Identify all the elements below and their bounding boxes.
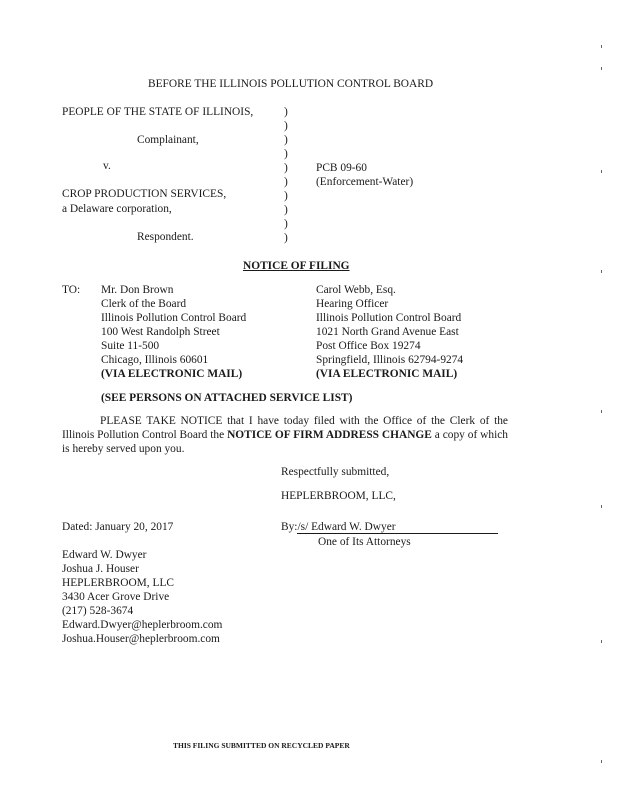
footer-note: THIS FILING SUBMITTED ON RECYCLED PAPER (173, 741, 350, 750)
paragraph-text: PLEASE TAKE NOTICE that I have today filed with the Office of the Clerk of the Illinois Pollution Control Board the (62, 415, 508, 441)
bracket: ) (284, 190, 288, 202)
bracket: ) (284, 148, 288, 160)
to-label: TO: (62, 284, 81, 296)
paragraph-text: a copy of which is hereby served upon you. (62, 429, 508, 455)
recipient-line: Chicago, Illinois 60601 (101, 354, 209, 366)
recipient-line: Carol Webb, Esq. (316, 284, 396, 296)
signature-prefix: By: (281, 521, 298, 533)
recipient-block-2 (316, 283, 463, 381)
attorney-line: (217) 528-3674 (62, 605, 134, 617)
case-number: PCB 09-60 (316, 162, 367, 174)
attorney-line: HEPLERBROOM, LLC (62, 577, 175, 589)
notice-paragraph (62, 414, 508, 456)
notice-title: NOTICE OF FILING (243, 260, 350, 272)
bracket: ) (284, 162, 288, 174)
delivery-method: (VIA ELECTRONIC MAIL) (101, 368, 243, 380)
case-type: (Enforcement-Water) (316, 176, 414, 188)
attorney-line: 3430 Acer Grove Drive (62, 591, 170, 603)
caption-brackets (284, 105, 288, 245)
signature-line (281, 520, 498, 534)
defendant-name: CROP PRODUCTION SERVICES, (62, 188, 227, 200)
bracket: ) (284, 176, 288, 188)
recipient-block-1 (101, 283, 246, 381)
bracket: ) (284, 232, 288, 244)
recipient-line: Clerk of the Board (101, 298, 187, 310)
recipient-line: Illinois Pollution Control Board (101, 312, 247, 324)
attorney-line: Edward W. Dwyer (62, 549, 147, 561)
bracket: ) (284, 134, 288, 146)
recipient-line: Suite 11-500 (101, 340, 160, 352)
recipient-line: Mr. Don Brown (101, 284, 174, 296)
versus-label: v. (103, 160, 111, 172)
document-title: NOTICE OF FIRM ADDRESS CHANGE (227, 429, 432, 441)
bracket: ) (284, 106, 288, 118)
recipient-line: 1021 North Grand Avenue East (316, 326, 459, 338)
page-heading: BEFORE THE ILLINOIS POLLUTION CONTROL BOARD (148, 78, 434, 90)
attorney-line: Joshua J. Houser (62, 563, 139, 575)
plaintiff-role: Complainant, (137, 134, 199, 146)
defendant-role: Respondent. (137, 231, 194, 243)
recipient-line: Illinois Pollution Control Board (316, 312, 462, 324)
defendant-description: a Delaware corporation, (62, 203, 172, 215)
delivery-method: (VIA ELECTRONIC MAIL) (316, 368, 458, 380)
recipient-line: 100 West Randolph Street (101, 326, 220, 338)
bracket: ) (284, 204, 288, 216)
attorney-block (62, 548, 222, 646)
signature-name: /s/ Edward W. Dwyer (297, 521, 498, 534)
plaintiff-name: PEOPLE OF THE STATE OF ILLINOIS, (62, 106, 254, 118)
signature-title: One of Its Attorneys (318, 536, 411, 548)
recipient-line: Springfield, Illinois 62794-9274 (316, 354, 464, 366)
service-list-note: (SEE PERSONS ON ATTACHED SERVICE LIST) (101, 392, 353, 404)
attorney-email: Edward.Dwyer@heplerbroom.com (62, 619, 223, 631)
attorney-email: Joshua.Houser@heplerbroom.com (62, 633, 220, 645)
recipient-line: Hearing Officer (316, 298, 389, 310)
date-line: Dated: January 20, 2017 (62, 521, 174, 533)
closing-line: Respectfully submitted, (281, 466, 390, 478)
firm-name: HEPLERBROOM, LLC, (281, 490, 396, 502)
bracket: ) (284, 120, 288, 132)
bracket: ) (284, 218, 288, 230)
recipient-line: Post Office Box 19274 (316, 340, 421, 352)
